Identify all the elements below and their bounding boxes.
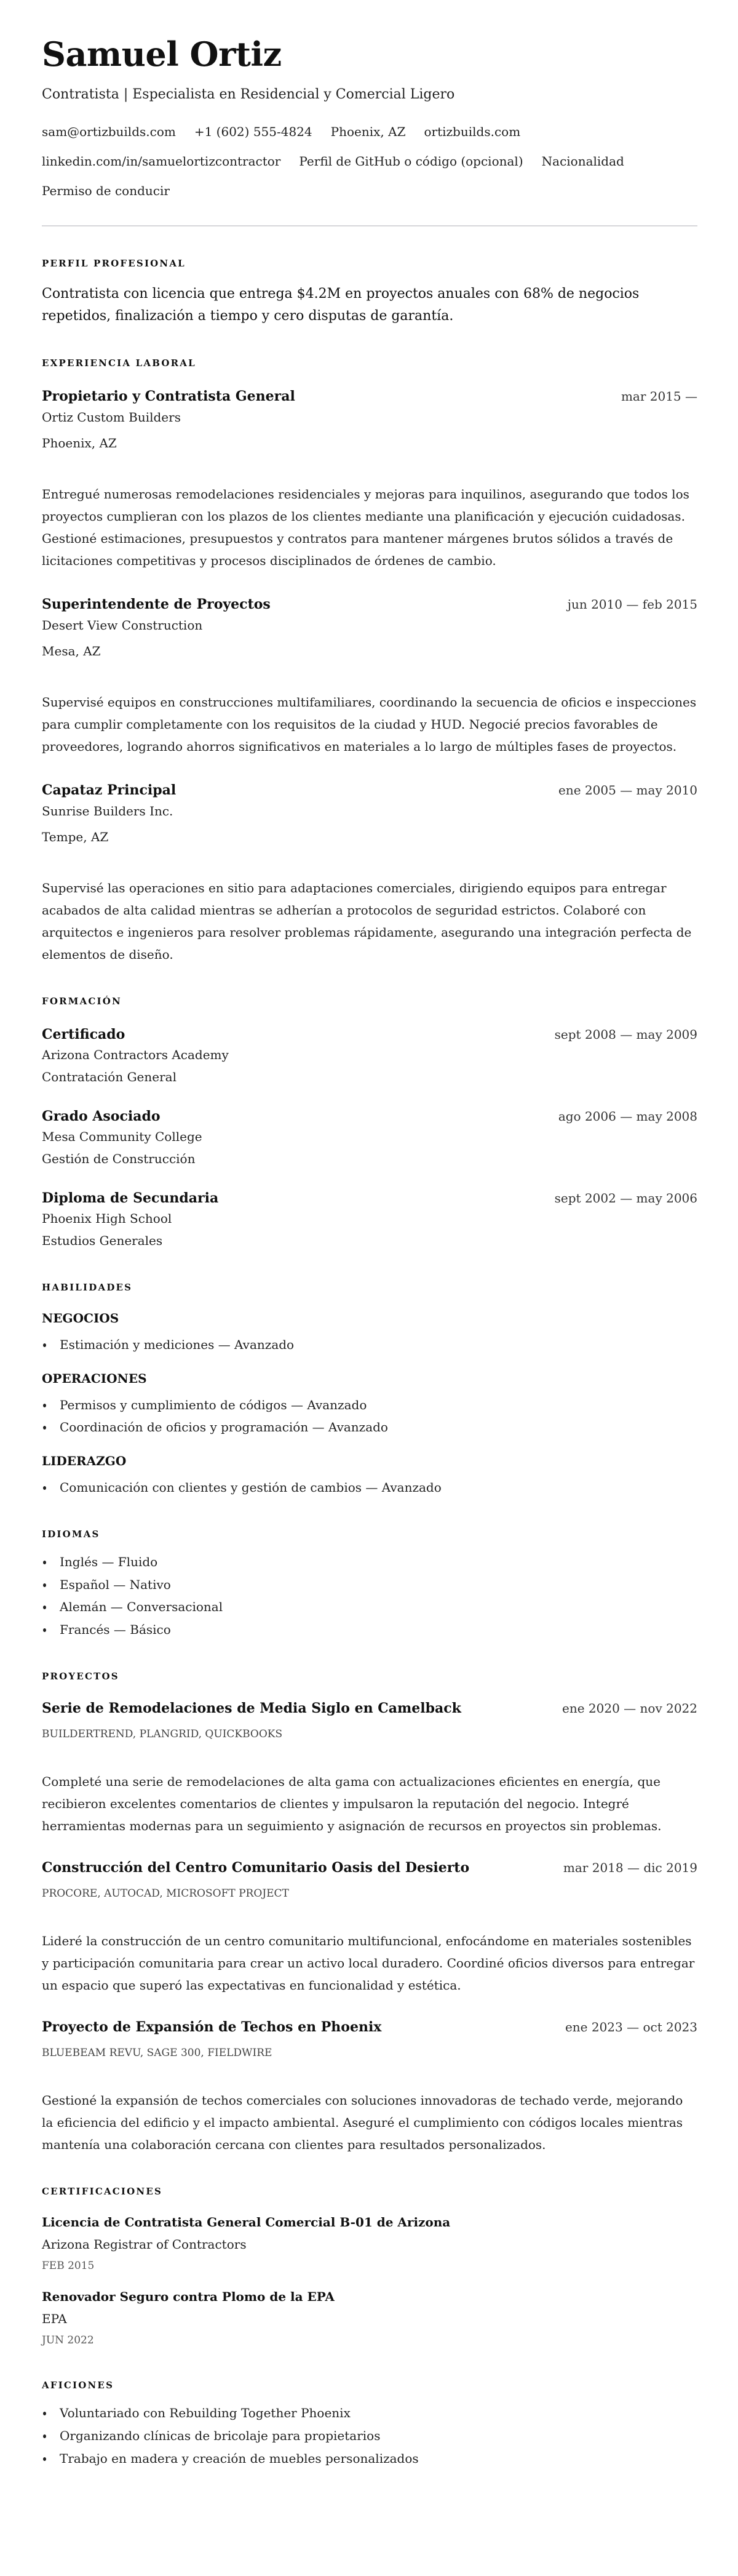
projects-section: [42, 1670, 697, 2156]
project-title: Construcción del Centro Comunitario Oasis del Desierto: [42, 1860, 470, 1876]
field-of-study: Estudios Generales: [42, 1233, 163, 1248]
project-dates: ene 2020 — nov 2022: [562, 1701, 697, 1716]
field-of-study: Contratación General: [42, 1070, 177, 1084]
project-description: Gestioné la expansión de techos comerciales con soluciones innovadoras de techado verde, mejorando la eficiencia del edificio y el impacto ambiental. Aseguré el cumplimiento con códigos locales mientras mantenía una colaboración cercana con clientes para resultados personalizados.: [42, 2093, 683, 2153]
job-description: Supervisé equipos en construcciones multifamiliares, coordinando la secuencia de oficios e inspecciones para cumplir completamente con los requisitos de la ciudad y HUD. Negocié precios favorables de proveedores, logrando ahorros significativos en materiales a lo largo de múltiples fases de proyectos.: [42, 695, 697, 754]
skill-category: OPERACIONES: [42, 1371, 147, 1386]
certification-issuer: Arizona Registrar of Contractors: [42, 2237, 247, 2252]
contact-linkedin[interactable]: linkedin.com/in/samuelortizcontractor: [42, 154, 281, 169]
section-heading: FORMACIÓN: [42, 996, 122, 1007]
section-heading: HABILIDADES: [42, 1282, 133, 1293]
certifications-section: [42, 2185, 697, 2350]
degree-title: Certificado: [42, 1026, 125, 1042]
skill-item: Comunicación con clientes y gestión de cambios — Avanzado: [42, 1476, 697, 1498]
contact-nationality: Nacionalidad: [541, 154, 624, 169]
summary-text: Contratista con licencia que entrega $4.2M en proyectos anuales con 68% de negocios repetidos, finalización a tiempo y cero disputas de garantía.: [42, 286, 640, 324]
hobby-list: [42, 2402, 697, 2470]
hobby-item: Trabajo en madera y creación de muebles personalizados: [42, 2447, 697, 2470]
contact-row: [42, 181, 697, 201]
certification-issuer: EPA: [42, 2311, 67, 2327]
job-dates: mar 2015 —: [621, 389, 697, 404]
education-entry: [42, 1025, 697, 1088]
skill-list: [42, 1476, 697, 1498]
contact-row: [42, 122, 697, 142]
contact-website[interactable]: ortizbuilds.com: [424, 124, 521, 139]
school-name: Arizona Contractors Academy: [42, 1047, 229, 1062]
education-dates: ago 2006 — may 2008: [558, 1109, 697, 1124]
project-tools: BUILDERTREND, PLANGRID, QUICKBOOKS: [42, 1728, 283, 1741]
contact-driving-license: Permiso de conducir: [42, 183, 170, 198]
job-company: Desert View Construction: [42, 618, 203, 633]
education-entry: [42, 1189, 697, 1252]
skill-item: Coordinación de oficios y programación — Avanzado: [42, 1416, 697, 1438]
contact-phone[interactable]: +1 (602) 555-4824: [194, 124, 312, 139]
education-entry: [42, 1107, 697, 1170]
skill-list: [42, 1334, 697, 1356]
section-heading: EXPERIENCIA LABORAL: [42, 358, 196, 369]
project-description: Completé una serie de remodelaciones de alta gama con actualizaciones eficientes en energía, que recibieron excelentes comentarios de clientes y impulsaron la reputación del negocio. Integré herramientas modernas para un seguimiento y asignación de recursos en proyectos sin problemas.: [42, 1774, 662, 1834]
language-list: [42, 1551, 697, 1641]
languages-section: [42, 1528, 697, 1641]
header-divider: [42, 225, 697, 226]
job-dates: jun 2010 — feb 2015: [567, 597, 697, 612]
job-entry: [42, 781, 697, 966]
job-description: Supervisé las operaciones en sitio para adaptaciones comerciales, dirigiendo equipos para entregar acabados de alta calidad mientras se adherían a protocolos de seguridad estrictos. Colaboré con arquitectos e ingenieros para resolver problemas rápidamente, asegurando una integración perfecta de elementos de diseño.: [42, 881, 692, 962]
section-heading: PROYECTOS: [42, 1671, 119, 1682]
certification-entry: [42, 2214, 697, 2275]
experience-section: [42, 357, 697, 966]
project-dates: mar 2018 — dic 2019: [563, 1860, 697, 1876]
project-tools: PROCORE, AUTOCAD, MICROSOFT PROJECT: [42, 1887, 289, 1900]
project-title: Serie de Remodelaciones de Media Siglo en Camelback: [42, 1700, 461, 1717]
contact-github[interactable]: Perfil de GitHub o código (opcional): [299, 154, 523, 169]
candidate-headline: Contratista | Especialista en Residencial y Comercial Ligero: [42, 87, 455, 102]
project-description: Lideré la construcción de un centro comunitario multifuncional, enfocándome en materiales sostenibles y participación comunitaria para crear un activo local duradero. Coordiné oficios diversos para entregar un espacio que superó las expectativas en funcionalidad y estética.: [42, 1934, 695, 1993]
section-heading: IDIOMAS: [42, 1529, 100, 1540]
skill-category: LIDERAZGO: [42, 1454, 127, 1468]
contact-row: [42, 151, 697, 171]
section-heading: CERTIFICACIONES: [42, 2186, 162, 2198]
degree-title: Grado Asociado: [42, 1108, 161, 1124]
certification-date: JUN 2022: [42, 2334, 94, 2347]
school-name: Mesa Community College: [42, 1129, 202, 1144]
contact-location: Phoenix, AZ: [330, 124, 406, 139]
section-heading: PERFIL PROFESIONAL: [42, 258, 186, 269]
skill-list: [42, 1394, 697, 1438]
certification-title: Licencia de Contratista General Comercial B-01 de Arizona: [42, 2215, 451, 2230]
skills-section: [42, 1281, 697, 1498]
job-company: Ortiz Custom Builders: [42, 410, 181, 425]
job-description: Entregué numerosas remodelaciones residenciales y mejoras para inquilinos, asegurando que todos los proyectos cumplieran con los plazos de los clientes mediante una planificación y ejecución cuidadosas. Gestioné estimaciones, presupuestos y contratos para mantener márgenes brutos sólidos a través de licitaciones competitivas y procesos disciplinados de órdenes de cambio.: [42, 487, 689, 568]
school-name: Phoenix High School: [42, 1211, 172, 1226]
job-location: Tempe, AZ: [42, 830, 109, 844]
language-item: Alemán — Conversacional: [42, 1596, 697, 1618]
contact-email[interactable]: sam@ortizbuilds.com: [42, 124, 176, 139]
project-dates: ene 2023 — oct 2023: [565, 2020, 697, 2035]
section-heading: AFICIONES: [42, 2380, 114, 2391]
language-item: Francés — Básico: [42, 1618, 697, 1641]
job-title: Capataz Principal: [42, 782, 177, 798]
education-dates: sept 2008 — may 2009: [554, 1027, 697, 1042]
contact-info: [42, 122, 697, 201]
project-title: Proyecto de Expansión de Techos en Phoenix: [42, 2019, 382, 2036]
hobby-item: Organizando clínicas de bricolaje para propietarios: [42, 2425, 697, 2447]
field-of-study: Gestión de Construcción: [42, 1151, 196, 1166]
degree-title: Diploma de Secundaria: [42, 1190, 219, 1206]
candidate-name: Samuel Ortiz: [42, 34, 282, 74]
language-item: Inglés — Fluido: [42, 1551, 697, 1574]
job-title: Superintendente de Proyectos: [42, 596, 271, 612]
project-entry: [42, 1699, 697, 1837]
education-section: [42, 995, 697, 1252]
certification-entry: [42, 2288, 697, 2350]
certification-date: FEB 2015: [42, 2260, 95, 2273]
project-entry: [42, 2018, 697, 2156]
hobbies-section: [42, 2379, 697, 2470]
job-dates: ene 2005 — may 2010: [558, 783, 697, 798]
skill-category: NEGOCIOS: [42, 1311, 119, 1326]
skill-item: Permisos y cumplimiento de códigos — Avanzado: [42, 1394, 697, 1416]
certification-title: Renovador Seguro contra Plomo de la EPA: [42, 2289, 335, 2305]
project-entry: [42, 1858, 697, 1996]
job-title: Propietario y Contratista General: [42, 388, 295, 404]
hobby-item: Voluntariado con Rebuilding Together Phoenix: [42, 2402, 697, 2425]
summary-section: [42, 257, 697, 327]
job-company: Sunrise Builders Inc.: [42, 804, 173, 818]
language-item: Español — Nativo: [42, 1574, 697, 1596]
job-location: Phoenix, AZ: [42, 436, 117, 450]
job-entry: [42, 387, 697, 572]
skill-item: Estimación y mediciones — Avanzado: [42, 1334, 697, 1356]
project-tools: BLUEBEAM REVU, SAGE 300, FIELDWIRE: [42, 2047, 272, 2060]
education-dates: sept 2002 — may 2006: [554, 1191, 697, 1206]
resume-header: [42, 34, 697, 201]
job-entry: [42, 595, 697, 758]
job-location: Mesa, AZ: [42, 644, 101, 658]
